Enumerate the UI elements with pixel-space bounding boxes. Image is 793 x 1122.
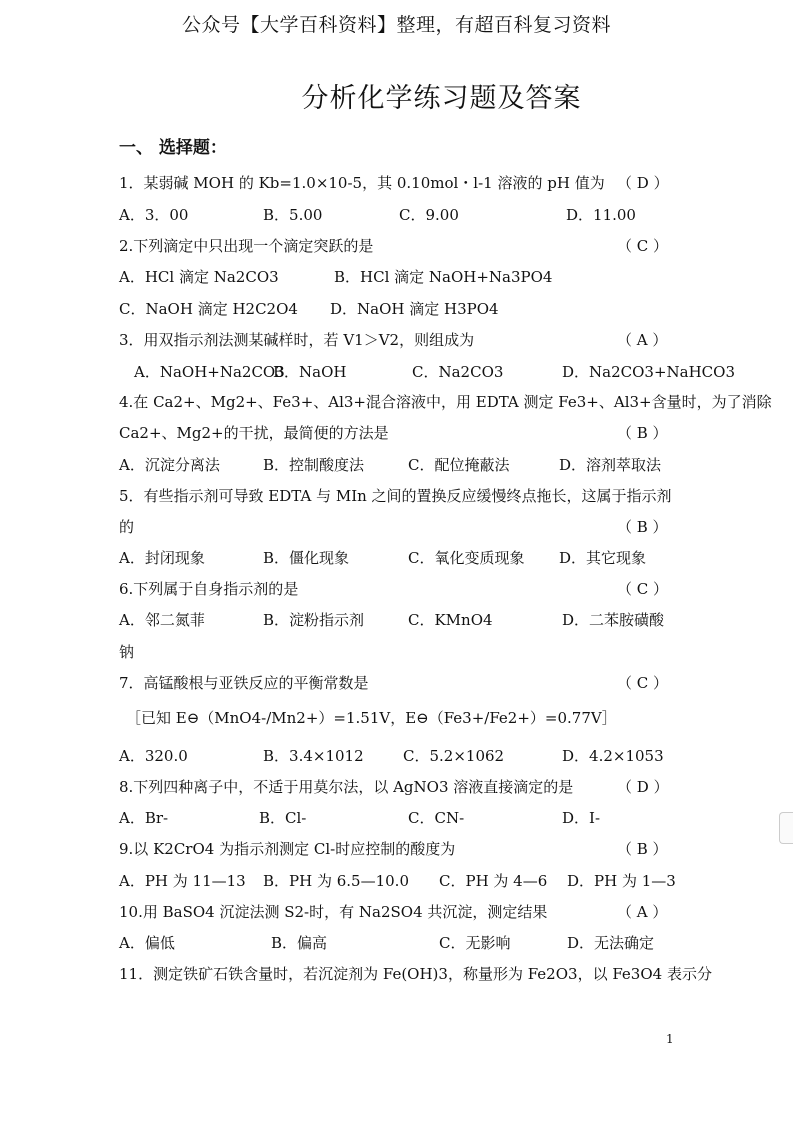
question-7-stem: 7．高锰酸根与亚铁反应的平衡常数是 bbox=[119, 674, 369, 692]
q8-option-a: A．Br- bbox=[119, 809, 169, 827]
question-2-stem: 2.下列滴定中只出现一个滴定突跃的是 bbox=[119, 237, 374, 255]
q9-option-b: B．PH 为 6.5—10.0 bbox=[263, 872, 409, 890]
question-8-answer: （ D ） bbox=[617, 778, 669, 796]
q5-option-a: A．封闭现象 bbox=[119, 549, 205, 567]
q3-option-c: C．Na2CO3 bbox=[412, 363, 504, 381]
q10-option-c: C．无影响 bbox=[439, 934, 511, 952]
question-10-answer: （ A ） bbox=[617, 903, 668, 921]
q3-option-d: D．Na2CO3+NaHCO3 bbox=[562, 363, 735, 381]
document-title: 分析化学练习题及答案 bbox=[301, 83, 582, 114]
q4-option-d: D．溶剂萃取法 bbox=[559, 456, 662, 474]
page-number: 1 bbox=[666, 1032, 674, 1046]
q9-option-d: D．PH 为 1—3 bbox=[567, 872, 676, 890]
q8-option-d: D．I- bbox=[562, 809, 601, 827]
question-9-answer: （ B ） bbox=[617, 840, 668, 858]
q5-option-c: C．氧化变质现象 bbox=[408, 549, 525, 567]
page-header: 公众号【大学百科资料】整理，有超百科复习资料 bbox=[181, 14, 611, 36]
q9-option-c: C．PH 为 4—6 bbox=[439, 872, 548, 890]
q1-option-a: A．3．00 bbox=[119, 206, 189, 224]
question-5-answer: （ B ） bbox=[617, 518, 668, 536]
q6-option-c: C．KMnO4 bbox=[408, 611, 493, 629]
question-10-stem: 10.用 BaSO4 沉淀法测 S2-时，有 Na2SO4 共沉淀，测定结果 bbox=[119, 903, 548, 921]
q3-option-b: B．NaOH bbox=[273, 363, 347, 381]
q7-option-b: B．3.4×1012 bbox=[263, 747, 364, 765]
question-5-stem-line1: 5．有些指示剂可导致 EDTA 与 MIn 之间的置换反应缓慢终点拖长，这属于指示剂 bbox=[119, 487, 672, 505]
q6-option-b: B．淀粉指示剂 bbox=[263, 611, 365, 629]
question-2-answer: （ C ） bbox=[617, 237, 669, 255]
q4-option-a: A．沉淀分离法 bbox=[119, 456, 220, 474]
question-6-answer: （ C ） bbox=[617, 580, 669, 598]
q5-option-d: D．其它现象 bbox=[559, 549, 647, 567]
q2-option-d: D．NaOH 滴定 H3PO4 bbox=[330, 300, 499, 318]
q6-option-a: A．邻二氮菲 bbox=[119, 611, 205, 629]
q1-option-b: B．5.00 bbox=[263, 206, 323, 224]
side-panel-tab[interactable] bbox=[779, 812, 793, 844]
section-heading: 一、 选择题： bbox=[119, 138, 227, 158]
q6-option-d: D．二苯胺磺酸 bbox=[562, 611, 665, 629]
q1-option-d: D．11.00 bbox=[566, 206, 636, 224]
q4-option-b: B．控制酸度法 bbox=[263, 456, 365, 474]
q2-option-c: C．NaOH 滴定 H2C2O4 bbox=[119, 300, 298, 318]
question-3-answer: （ A ） bbox=[617, 331, 668, 349]
q4-option-c: C．配位掩蔽法 bbox=[408, 456, 510, 474]
question-3-stem: 3．用双指示剂法测某碱样时，若 V1＞V2，则组成为 bbox=[119, 331, 475, 349]
q10-option-d: D．无法确定 bbox=[567, 934, 655, 952]
q8-option-b: B．Cl- bbox=[259, 809, 307, 827]
q9-option-a: A．PH 为 11—13 bbox=[119, 872, 246, 890]
q7-option-c: C．5.2×1062 bbox=[403, 747, 505, 765]
question-11-stem: 11．测定铁矿石铁含量时，若沉淀剂为 Fe(OH)3，称量形为 Fe2O3，以 Fe3O4 表示分 bbox=[119, 965, 712, 983]
q3-option-a: A．NaOH+Na2CO3 bbox=[134, 363, 285, 381]
q7-option-a: A．320.0 bbox=[119, 747, 188, 765]
q6-option-d-continued: 钠 bbox=[119, 643, 135, 661]
q2-option-b: B．HCl 滴定 NaOH+Na3PO4 bbox=[334, 268, 553, 286]
question-1-answer: （ D ） bbox=[617, 174, 669, 192]
q10-option-b: B．偏高 bbox=[271, 934, 328, 952]
q7-option-d: D．4.2×1053 bbox=[562, 747, 664, 765]
q5-option-b: B．僵化现象 bbox=[263, 549, 350, 567]
question-8-stem: 8.下列四种离子中，不适于用莫尔法，以 AgNO3 溶液直接滴定的是 bbox=[119, 778, 574, 796]
question-4-stem-line1: 4.在 Ca2+、Mg2+、Fe3+、Al3+混合溶液中，用 EDTA 测定 Fe3+、Al3+含量时，为了消除 bbox=[119, 393, 772, 411]
q1-option-c: C．9.00 bbox=[399, 206, 459, 224]
question-7-given: ［已知 E⊖（MnO4-/Mn2+）=1.51V，E⊖（Fe3+/Fe2+）=0.77V］ bbox=[126, 709, 617, 727]
question-1-stem: 1．某弱碱 MOH 的 Kb=1.0×10-5，其 0.10mol・l-1 溶液的 pH 值为 bbox=[119, 174, 605, 192]
q10-option-a: A．偏低 bbox=[119, 934, 175, 952]
question-4-stem-line2: Ca2+、Mg2+的干扰，最简便的方法是 bbox=[119, 424, 389, 442]
question-5-stem-line2: 的 bbox=[119, 518, 135, 536]
q8-option-c: C．CN- bbox=[408, 809, 465, 827]
question-9-stem: 9.以 K2CrO4 为指示剂测定 Cl-时应控制的酸度为 bbox=[119, 840, 456, 858]
question-4-answer: （ B ） bbox=[617, 424, 668, 442]
question-6-stem: 6.下列属于自身指示剂的是 bbox=[119, 580, 299, 598]
question-7-answer: （ C ） bbox=[617, 674, 669, 692]
q2-option-a: A．HCl 滴定 Na2CO3 bbox=[119, 268, 279, 286]
